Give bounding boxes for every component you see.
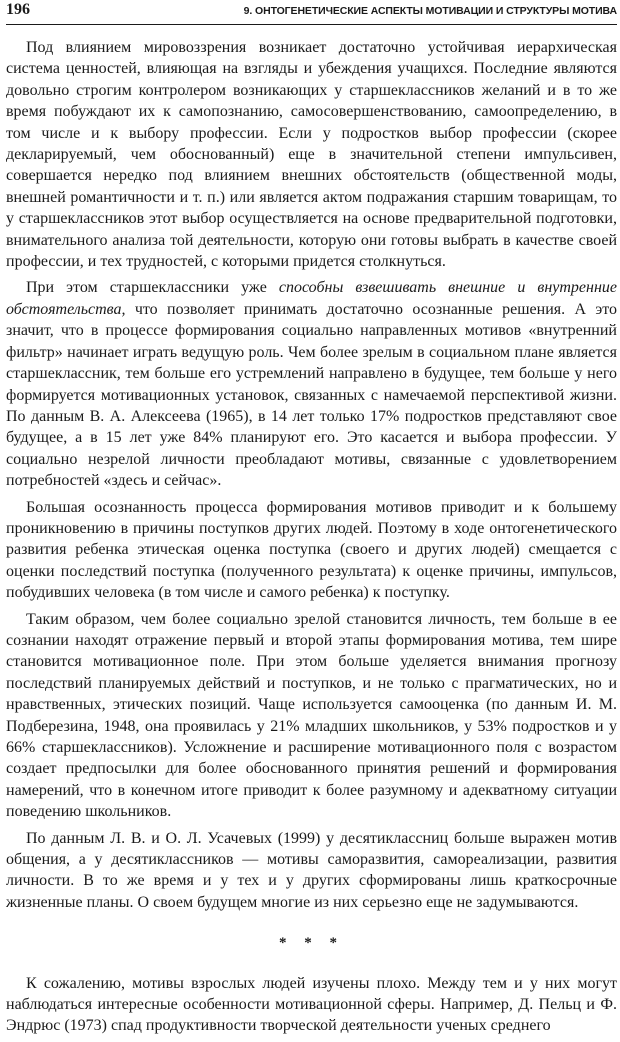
paragraph-adult-motives: К сожалению, мотивы взрослых людей изучены плохо. Между тем и у них могут наблюдаться интересные особенности мотивационной сферы. Например, Д. Пельц и Ф. Эндрюс (1973) спад продуктивности творческой деятельности ученых среднего	[6, 974, 617, 1035]
chapter-title: 9. ОНТОГЕНЕТИЧЕСКИЕ АСПЕКТЫ МОТИВАЦИИ И СТРУКТУРЫ МОТИВА	[243, 5, 617, 17]
body-text	[6, 37, 617, 1037]
italic-emphasis: способны взвешивать внешние и внутренние обстоятельства,	[6, 279, 617, 318]
paragraph-usachev-data: По данным Л. В. и О. Л. Усачевых (1999) у десятиклассниц больше выражен мотив общения, а у десятиклассников — мотивы саморазвития, самореализации, развития личности. В то же время и у тех и у других сформированы лишь краткосрочные жизненные планы. О своем будущем многие из них серьезно еще не задумываются.	[6, 829, 617, 911]
running-head	[6, 0, 617, 25]
paragraph-weighing-lead: При этом старшеклассники уже	[26, 279, 279, 297]
paragraph-weighing-circumstances	[6, 277, 617, 491]
paragraph-awareness: Большая осознанность процесса формирования мотивов приводит и к большему проникновению в причины поступков других людей. Поэтому в ходе онтогенетического развития ребенка этическая оценка поступка (своего и других людей) смещается с оценки последствий поступка (полученного результата) к оценке причины, импульсов, побудивших человека (в том числе и самого ребенка) к поступку.	[6, 498, 617, 602]
book-page	[6, 0, 617, 1042]
section-separator: * * *	[279, 935, 344, 952]
paragraph-social-maturity: Таким образом, чем более социально зрелой становится личность, тем больше в ее сознании находят отражение первый и второй этапы формирования мотива, тем шире становится мотивационное поле. При этом больше уделяется внимания прогнозу последствий планируемых действий и поступков, и не только с прагматических, но и нравственных, этических позиций. Чаще используется самооценка (по данным И. М. Подберезина, 1948, она проявилась у 21% младших школьников, у 53% подростков и у 66% старшеклассников). Усложнение и расширение мотивационного поля с возрастом создает предпосылки для более обоснованного принятия решений и формирования намерений, что в конечном итоге приводит к более разумному и адекватному ситуации поведению школьников.	[6, 610, 617, 821]
paragraph-weighing-rest: что позволяет принимать достаточно осознанные решения. А это значит, что в процессе формирования социально направленных мотивов «внутренний фильтр» начинает играть ведущую роль. Чем более зрелым в социальном плане является старшеклассник, тем больше его устремлений направлено в будущее, тем больше у него формируется мотивационных установок, связанных с намечаемой перспективой жизни. По данным В. А. Алексеева (1965), в 14 лет только 17% подростков представляют свое будущее, а в 15 лет уже 84% планируют его. Это касается и выбора профессии. У социально незрелой личности преобладают мотивы, связанные с удовлетворением потребностей «здесь и сейчас».	[6, 300, 617, 490]
paragraph-worldview: Под влиянием мировоззрения возникает достаточно устойчивая иерархическая система ценностей, влияющая на взгляды и убеждения учащихся. Последние являются довольно строгим контролером возникающих у старшеклассников желаний и в то же время побуждают их к самопознанию, самосовершенствованию, самоопределению, в том числе и к выбору профессии. Если у подростков выбор профессии (скорее декларируемый, чем обоснованный) еще в значительной степени импульсивен, совершается нередко под влиянием внешних обстоятельств (общественной моды, внешней романтичности и т. п.) или является актом подражания старшим товарищам, то у старшеклассников этот выбор осуществляется на основе предварительной подготовки, внимательного анализа той деятельности, которую они готовы выбрать в качестве своей профессии, и тех трудностей, с которыми придется столкнуться.	[6, 39, 617, 271]
page-number: 196	[6, 1, 30, 18]
